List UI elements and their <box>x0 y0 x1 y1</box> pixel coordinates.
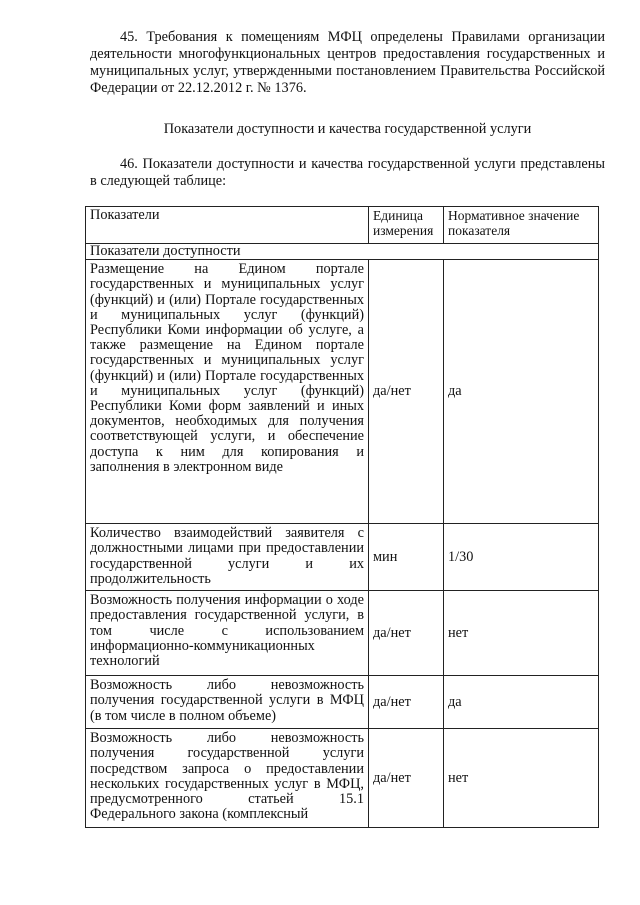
value-cell: да <box>444 260 599 524</box>
indicators-table <box>85 206 599 828</box>
section-label: Показатели доступности <box>86 244 599 260</box>
indicator-cell: Возможность либо невозможность получения государственной услуги в МФЦ (в том числе в полном объеме) <box>86 676 369 729</box>
table-row <box>86 591 599 676</box>
table-row <box>86 260 599 524</box>
header-norm-value: Нормативное значение показателя <box>444 207 599 244</box>
value-cell: нет <box>444 591 599 676</box>
header-unit: Единица измерения <box>369 207 444 244</box>
paragraph-46-text: 46. Показатели доступности и качества государственной услуги представлены в следующей таблице: <box>90 156 605 189</box>
table-section-row <box>86 244 599 260</box>
value-cell: нет <box>444 729 599 828</box>
paragraph-45-text: 45. Требования к помещениям МФЦ определены Правилами организации деятельности многофункциональных центров предоставления государственных и муниципальных услуг, утвержденными постановлением Правительства Российской Федерации от 22.12.2012 г. № 1376. <box>90 29 605 96</box>
unit-cell: да/нет <box>369 260 444 524</box>
indicator-cell: Возможность получения информации о ходе предоставления государственной услуги, в том числе с использованием информационно-коммуникационных технологий <box>86 591 369 676</box>
table-row <box>86 729 599 828</box>
value-cell: да <box>444 676 599 729</box>
unit-cell: мин <box>369 524 444 591</box>
indicator-cell: Размещение на Едином портале государственных и муниципальных услуг (функций) и (или) Портале государственных и муниципальных услуг (функций) Республики Коми информации об услуге, а также размещение на Едином портале государственных и муниципальных услуг (функций) и (или) Портале государственных и муниципальных услуг (функций) Республики Коми форм заявлений и иных документов, необходимых для получения соответствующей услуги, и обеспечение доступа к ним для копирования и заполнения в электронном виде <box>86 260 369 524</box>
unit-cell: да/нет <box>369 729 444 828</box>
paragraph-46 <box>90 156 605 190</box>
unit-cell: да/нет <box>369 591 444 676</box>
header-indicators: Показатели <box>86 207 369 244</box>
indicator-cell: Количество взаимодействий заявителя с должностными лицами при предоставлении государственной услуги и их продолжительность <box>86 524 369 591</box>
value-cell: 1/30 <box>444 524 599 591</box>
table-header-row <box>86 207 599 244</box>
table-row <box>86 676 599 729</box>
section-heading: Показатели доступности и качества государственной услуги <box>163 121 532 137</box>
table-row <box>86 524 599 591</box>
unit-cell: да/нет <box>369 676 444 729</box>
paragraph-45 <box>90 29 605 97</box>
indicator-cell: Возможность либо невозможность получения государственной услуги посредством запроса о предоставлении нескольких государственных услуг в МФЦ, предусмотренного статьей 15.1 Федерального закона (комплексный <box>86 729 369 828</box>
